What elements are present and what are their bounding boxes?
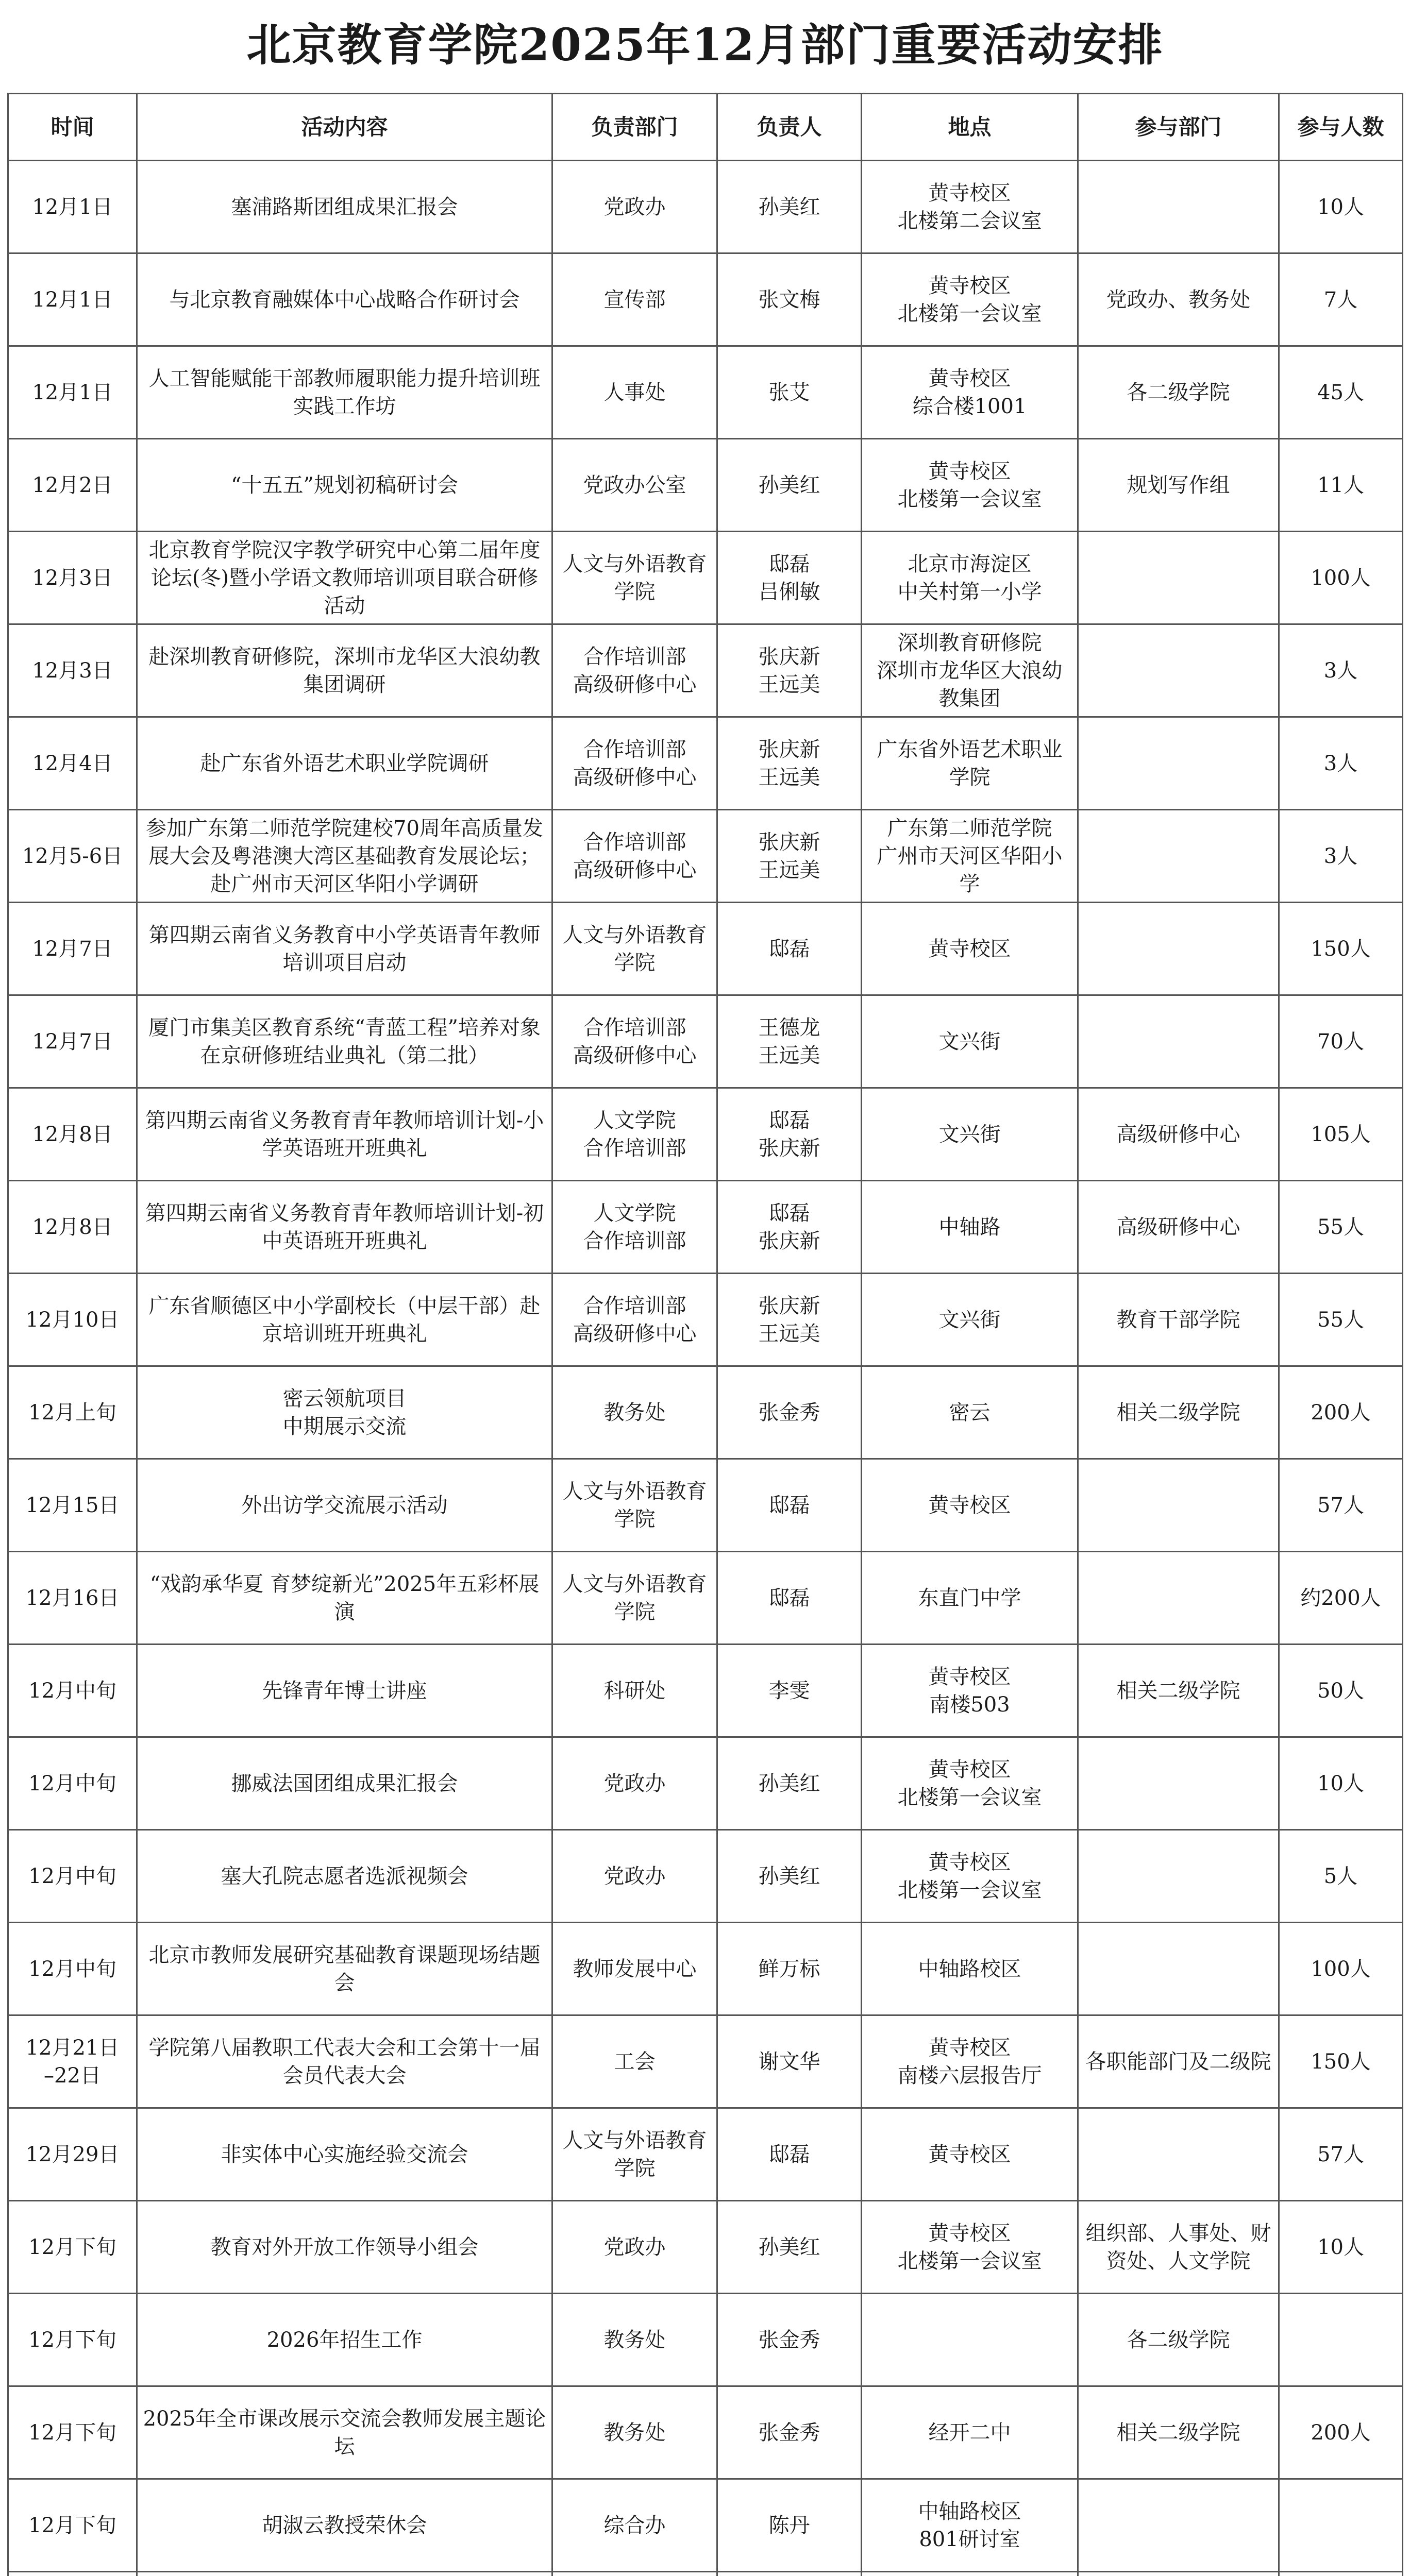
cell-attendees: 10人 [1279, 161, 1403, 253]
table-body [8, 161, 1403, 2576]
cell-content: 厦门市集美区教育系统“青蓝工程”培养对象在京研修班结业典礼（第二批） [137, 995, 552, 1088]
cell-time: 12月1日 [8, 161, 137, 253]
table-row [8, 1830, 1403, 1923]
cell-attendees: 100人 [1279, 1923, 1403, 2015]
cell-time: 12月15日 [8, 1459, 137, 1552]
cell-location: 黄寺校区 [862, 1459, 1078, 1552]
cell-owner: 王德龙 王远美 [717, 995, 862, 1088]
cell-time: 12月10日 [8, 1274, 137, 1366]
table-row [8, 1088, 1403, 1181]
cell-attendees: 200人 [1279, 2386, 1403, 2479]
cell-department: 合作培训部 高级研修中心 [552, 624, 717, 717]
cell-department: 综合办 [552, 2479, 717, 2572]
cell-department: 人文与外语教育学院 [552, 2108, 717, 2201]
cell-owner: 张庆新 王远美 [717, 624, 862, 717]
cell-department: 人文与外语教育学院 [552, 903, 717, 995]
cell-location: 深圳教育研修院 深圳市龙华区大浪幼教集团 [862, 624, 1078, 717]
cell-owner: 张金秀 [717, 2386, 862, 2479]
cell-participants-dept: 各职能部门及二级院 [1078, 2015, 1279, 2108]
cell-location: 东直门中学 [862, 1552, 1078, 1645]
header-time: 时间 [8, 94, 137, 161]
cell-attendees: 150人 [1279, 2015, 1403, 2108]
cell-department: 教务处 [552, 1366, 717, 1459]
cell-participants-dept [1078, 1552, 1279, 1645]
cell-participants-dept [1078, 1830, 1279, 1923]
cell-time: 12月下旬 [8, 2201, 137, 2294]
cell-participants-dept [1078, 2572, 1279, 2576]
cell-time: 12月29日 [8, 2108, 137, 2201]
cell-time: 12月1日 [8, 253, 137, 346]
cell-attendees: 3人 [1279, 624, 1403, 717]
cell-participants-dept: 教育干部学院 [1078, 1274, 1279, 1366]
cell-time: 12月3日 [8, 624, 137, 717]
cell-content: 赴广东省外语艺术职业学院调研 [137, 717, 552, 810]
cell-time: 12月8日 [8, 1181, 137, 1274]
cell-department: 党政办 [552, 1737, 717, 1830]
cell-owner: 邸磊 吕俐敏 [717, 532, 862, 624]
cell-participants-dept [1078, 717, 1279, 810]
table-row [8, 903, 1403, 995]
cell-content: 第四期云南省义务教育青年教师培训计划-初中英语班开班典礼 [137, 1181, 552, 1274]
cell-time: 12月中旬 [8, 1923, 137, 2015]
cell-attendees: 10人 [1279, 1737, 1403, 1830]
cell-time: 12月中旬 [8, 1830, 137, 1923]
cell-content: 北京教育学院汉字教学研究中心第二届年度论坛(冬)暨小学语文教师培训项目联合研修活动 [137, 532, 552, 624]
cell-department: 合作培训部 高级研修中心 [552, 1274, 717, 1366]
cell-department: 教务处 [552, 2386, 717, 2479]
cell-content: 密云领航项目 中期展示交流 [137, 1366, 552, 1459]
cell-department: 党政办 [552, 2201, 717, 2294]
cell-content: 教育对外开放工作领导小组会 [137, 2201, 552, 2294]
cell-attendees: 200人 [1279, 1366, 1403, 1459]
header-participants-dept: 参与部门 [1078, 94, 1279, 161]
cell-department: 人文学院 合作培训部 [552, 1088, 717, 1181]
table-row [8, 1645, 1403, 1737]
cell-department: 科研处 [552, 1645, 717, 1737]
cell-attendees [1279, 2479, 1403, 2572]
cell-content: “十五五”规划初稿研讨会 [137, 439, 552, 532]
cell-location: 黄寺校区 北楼第一会议室 [862, 1737, 1078, 1830]
table-row [8, 1737, 1403, 1830]
cell-content: 与北京教育融媒体中心战略合作研讨会 [137, 253, 552, 346]
table-row [8, 2294, 1403, 2386]
cell-department [552, 2572, 717, 2576]
cell-content: 广东省顺德区中小学副校长（中层干部）赴京培训班开班典礼 [137, 1274, 552, 1366]
cell-department: 人文与外语教育学院 [552, 1459, 717, 1552]
cell-attendees: 45人 [1279, 346, 1403, 439]
cell-attendees [1279, 2294, 1403, 2386]
cell-time: 12月7日 [8, 995, 137, 1088]
cell-department: 党政办 [552, 161, 717, 253]
cell-department: 人文与外语教育学院 [552, 1552, 717, 1645]
cell-owner: 邸磊 [717, 1459, 862, 1552]
cell-attendees: 55人 [1279, 1274, 1403, 1366]
cell-department: 合作培训部 高级研修中心 [552, 717, 717, 810]
cell-content: 参加广东第二师范学院建校70周年高质量发展大会及粤港澳大湾区基础教育发展论坛；赴广州市天河区华阳小学调研 [137, 810, 552, 903]
cell-location: 黄寺校区 南楼503 [862, 1645, 1078, 1737]
cell-location: 文兴街 [862, 995, 1078, 1088]
cell-participants-dept [1078, 903, 1279, 995]
cell-participants-dept [1078, 2479, 1279, 2572]
cell-attendees: 约200人 [1279, 1552, 1403, 1645]
cell-owner: 张庆新 王远美 [717, 810, 862, 903]
cell-participants-dept: 组织部、人事处、财资处、人文学院 [1078, 2201, 1279, 2294]
cell-content: 赴深圳教育研修院，深圳市龙华区大浪幼教集团调研 [137, 624, 552, 717]
cell-attendees: 50人 [1279, 1645, 1403, 1737]
cell-location: 广东第二师范学院 广州市天河区华阳小学 [862, 810, 1078, 903]
cell-location [862, 2572, 1078, 2576]
header-owner: 负责人 [717, 94, 862, 161]
cell-attendees: 150人 [1279, 903, 1403, 995]
cell-attendees: 57人 [1279, 1459, 1403, 1552]
cell-department: 人文学院 合作培训部 [552, 1181, 717, 1274]
cell-owner: 陈丹 [717, 2479, 862, 2572]
cell-location: 中轴路校区 801研讨室 [862, 2479, 1078, 2572]
cell-participants-dept: 各二级学院 [1078, 2294, 1279, 2386]
cell-content: 胡淑云教授荣休会 [137, 2479, 552, 2572]
cell-department: 人文与外语教育学院 [552, 532, 717, 624]
cell-attendees: 5人 [1279, 1830, 1403, 1923]
cell-owner: 孙美红 [717, 161, 862, 253]
cell-location: 密云 [862, 1366, 1078, 1459]
cell-department: 合作培训部 高级研修中心 [552, 810, 717, 903]
cell-owner: 孙美红 [717, 1830, 862, 1923]
cell-participants-dept: 各二级学院 [1078, 346, 1279, 439]
cell-location: 黄寺校区 综合楼1001 [862, 346, 1078, 439]
cell-time: 12月中旬 [8, 1737, 137, 1830]
table-row [8, 2572, 1403, 2576]
schedule-table [7, 93, 1403, 2576]
table-row [8, 2108, 1403, 2201]
cell-location: 中轴路 [862, 1181, 1078, 1274]
cell-attendees: 10人 [1279, 2201, 1403, 2294]
header-department: 负责部门 [552, 94, 717, 161]
cell-participants-dept [1078, 1459, 1279, 1552]
cell-location [862, 2294, 1078, 2386]
cell-location: 文兴街 [862, 1274, 1078, 1366]
cell-department: 合作培训部 高级研修中心 [552, 995, 717, 1088]
table-row [8, 1923, 1403, 2015]
table-row [8, 532, 1403, 624]
cell-participants-dept [1078, 161, 1279, 253]
table-row [8, 1274, 1403, 1366]
table-row [8, 2201, 1403, 2294]
table-row [8, 161, 1403, 253]
cell-participants-dept: 相关二级学院 [1078, 1645, 1279, 1737]
cell-owner: 邸磊 [717, 903, 862, 995]
table-row [8, 439, 1403, 532]
cell-location: 黄寺校区 北楼第一会议室 [862, 1830, 1078, 1923]
cell-participants-dept: 相关二级学院 [1078, 2386, 1279, 2479]
cell-attendees: 55人 [1279, 1181, 1403, 1274]
cell-department: 教务处 [552, 2294, 717, 2386]
table-row [8, 2479, 1403, 2572]
cell-location: 经开二中 [862, 2386, 1078, 2479]
cell-participants-dept [1078, 810, 1279, 903]
cell-location: 黄寺校区 南楼六层报告厅 [862, 2015, 1078, 2108]
cell-time: 12月3日 [8, 532, 137, 624]
cell-owner: 张金秀 [717, 2294, 862, 2386]
cell-location: 黄寺校区 北楼第一会议室 [862, 439, 1078, 532]
cell-time: 12月上旬 [8, 1366, 137, 1459]
table-row [8, 1552, 1403, 1645]
cell-attendees: 105人 [1279, 1088, 1403, 1181]
cell-owner: 邸磊 [717, 1552, 862, 1645]
cell-owner: 李雯 [717, 1645, 862, 1737]
cell-content: 人工智能赋能干部教师履职能力提升培训班实践工作坊 [137, 346, 552, 439]
cell-content [137, 2572, 552, 2576]
cell-content: 非实体中心实施经验交流会 [137, 2108, 552, 2201]
cell-location: 黄寺校区 北楼第一会议室 [862, 253, 1078, 346]
cell-content: 外出访学交流展示活动 [137, 1459, 552, 1552]
cell-owner: 张金秀 [717, 1366, 862, 1459]
cell-owner: 孙美红 [717, 1737, 862, 1830]
cell-participants-dept [1078, 532, 1279, 624]
cell-content: 挪威法国团组成果汇报会 [137, 1737, 552, 1830]
cell-attendees: 57人 [1279, 2108, 1403, 2201]
cell-time: 12月4日 [8, 717, 137, 810]
cell-location: 广东省外语艺术职业学院 [862, 717, 1078, 810]
cell-participants-dept: 高级研修中心 [1078, 1088, 1279, 1181]
cell-content: 2026年招生工作 [137, 2294, 552, 2386]
cell-owner: 张庆新 王远美 [717, 717, 862, 810]
cell-content: 第四期云南省义务教育中小学英语青年教师培训项目启动 [137, 903, 552, 995]
cell-location: 文兴街 [862, 1088, 1078, 1181]
cell-content: 先锋青年博士讲座 [137, 1645, 552, 1737]
cell-time: 12月下旬 [8, 2294, 137, 2386]
table-header-row [8, 94, 1403, 161]
cell-attendees: 70人 [1279, 995, 1403, 1088]
table-row [8, 995, 1403, 1088]
cell-department: 工会 [552, 2015, 717, 2108]
cell-participants-dept [1078, 2108, 1279, 2201]
table-row [8, 2386, 1403, 2479]
table-row [8, 253, 1403, 346]
table-row [8, 810, 1403, 903]
cell-owner: 孙美红 [717, 439, 862, 532]
cell-location: 中轴路校区 [862, 1923, 1078, 2015]
cell-participants-dept [1078, 1737, 1279, 1830]
cell-time: 12月16日 [8, 1552, 137, 1645]
cell-time: 12月7日 [8, 903, 137, 995]
cell-owner: 邸磊 张庆新 [717, 1181, 862, 1274]
cell-department: 宣传部 [552, 253, 717, 346]
cell-department: 教师发展中心 [552, 1923, 717, 2015]
cell-attendees [1279, 2572, 1403, 2576]
cell-participants-dept: 党政办、教务处 [1078, 253, 1279, 346]
table-row [8, 1459, 1403, 1552]
table-row [8, 2015, 1403, 2108]
cell-participants-dept [1078, 1923, 1279, 2015]
cell-participants-dept: 高级研修中心 [1078, 1181, 1279, 1274]
cell-location: 黄寺校区 [862, 903, 1078, 995]
cell-time: 12月下旬 [8, 2386, 137, 2479]
cell-owner: 孙美红 [717, 2201, 862, 2294]
cell-time: 12月21日 –22日 [8, 2015, 137, 2108]
cell-owner: 邸磊 张庆新 [717, 1088, 862, 1181]
cell-time [8, 2572, 137, 2576]
cell-owner: 张文梅 [717, 253, 862, 346]
cell-owner: 谢文华 [717, 2015, 862, 2108]
cell-location: 黄寺校区 北楼第二会议室 [862, 161, 1078, 253]
cell-time: 12月下旬 [8, 2479, 137, 2572]
header-content: 活动内容 [137, 94, 552, 161]
cell-content: 2025年全市课改展示交流会教师发展主题论坛 [137, 2386, 552, 2479]
cell-location: 黄寺校区 [862, 2108, 1078, 2201]
cell-department: 党政办公室 [552, 439, 717, 532]
cell-content: 学院第八届教职工代表大会和工会第十一届会员代表大会 [137, 2015, 552, 2108]
cell-time: 12月5-6日 [8, 810, 137, 903]
table-row [8, 1181, 1403, 1274]
cell-attendees: 3人 [1279, 810, 1403, 903]
cell-attendees: 11人 [1279, 439, 1403, 532]
cell-participants-dept: 规划写作组 [1078, 439, 1279, 532]
cell-content: 第四期云南省义务教育青年教师培训计划-小学英语班开班典礼 [137, 1088, 552, 1181]
cell-attendees: 3人 [1279, 717, 1403, 810]
cell-department: 党政办 [552, 1830, 717, 1923]
cell-content: 塞浦路斯团组成果汇报会 [137, 161, 552, 253]
cell-time: 12月2日 [8, 439, 137, 532]
cell-owner [717, 2572, 862, 2576]
table-row [8, 346, 1403, 439]
header-location: 地点 [862, 94, 1078, 161]
header-attendees: 参与人数 [1279, 94, 1403, 161]
cell-participants-dept [1078, 995, 1279, 1088]
cell-attendees: 7人 [1279, 253, 1403, 346]
cell-owner: 张艾 [717, 346, 862, 439]
cell-content: “戏韵承华夏 育梦绽新光”2025年五彩杯展演 [137, 1552, 552, 1645]
cell-owner: 张庆新 王远美 [717, 1274, 862, 1366]
cell-attendees: 100人 [1279, 532, 1403, 624]
table-row [8, 624, 1403, 717]
cell-time: 12月1日 [8, 346, 137, 439]
cell-time: 12月中旬 [8, 1645, 137, 1737]
cell-location: 黄寺校区 北楼第一会议室 [862, 2201, 1078, 2294]
page-title: 北京教育学院2025年12月部门重要活动安排 [246, 19, 1164, 71]
cell-owner: 鲜万标 [717, 1923, 862, 2015]
table-row [8, 1366, 1403, 1459]
cell-participants-dept [1078, 624, 1279, 717]
cell-time: 12月8日 [8, 1088, 137, 1181]
cell-owner: 邸磊 [717, 2108, 862, 2201]
cell-participants-dept: 相关二级学院 [1078, 1366, 1279, 1459]
cell-content: 塞大孔院志愿者选派视频会 [137, 1830, 552, 1923]
cell-content: 北京市教师发展研究基础教育课题现场结题会 [137, 1923, 552, 2015]
cell-location: 北京市海淀区 中关村第一小学 [862, 532, 1078, 624]
cell-department: 人事处 [552, 346, 717, 439]
table-row [8, 717, 1403, 810]
